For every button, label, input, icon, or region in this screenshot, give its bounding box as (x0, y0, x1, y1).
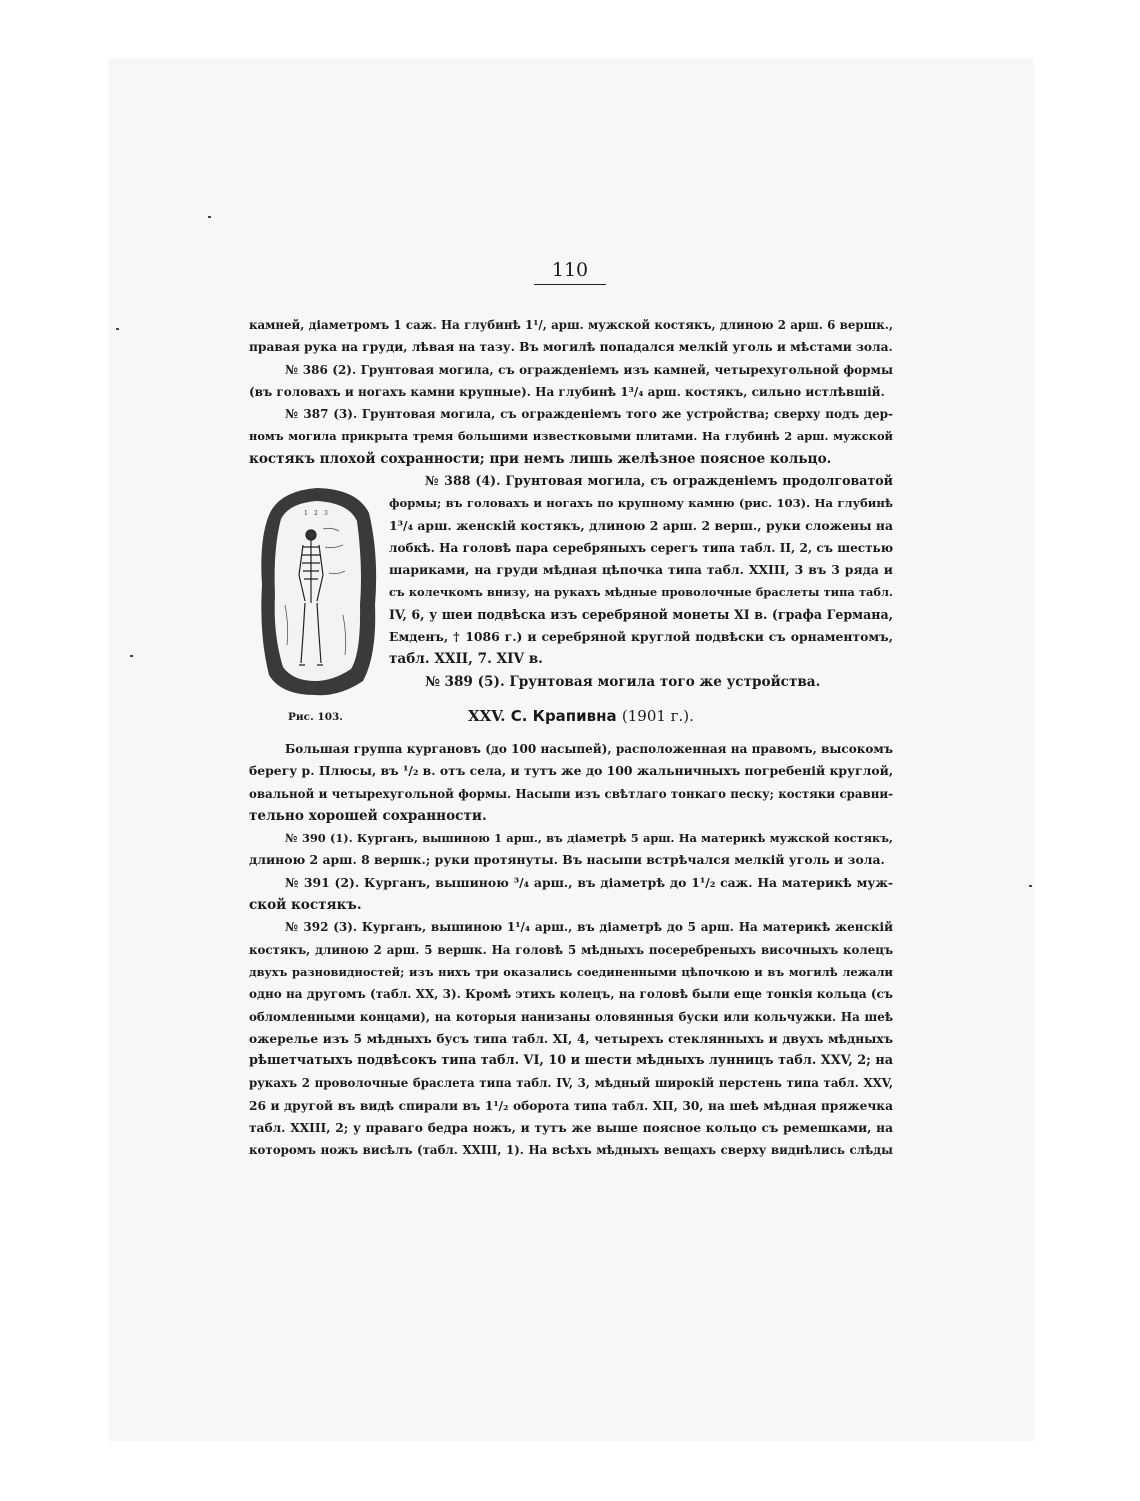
text-line: костякъ, длиною 2 арш. 5 вершк. На головѣ 5 мѣдныхъ посеребреныхъ височныхъ колецъ (249, 942, 893, 957)
figure-label: 3 (324, 510, 328, 517)
text-line: шариками, на груди мѣдная цѣпочка типа табл. XXIII, 3 въ 3 ряда и (389, 562, 893, 578)
text-line: ожерелье изъ 5 мѣдныхъ бусъ типа табл. XI, 4, четырехъ стеклянныхъ и двухъ мѣдныхъ (249, 1031, 893, 1046)
entry-389-line: № 389 (5). Грунтовая могила того же устройства. (425, 673, 821, 690)
section-year: (1901 г.). (621, 707, 694, 725)
scan-speck (208, 216, 211, 218)
text-line: камней, діаметромъ 1 саж. На глубинѣ 1¹/, арш. мужской костякъ, длиною 2 арш. 6 вершк., (249, 318, 893, 332)
text-line: одно на другомъ (табл. XX, 3). Кромѣ этихъ колецъ, на головѣ были еще тонкія кольца (съ (249, 987, 894, 1002)
entry-391-line: № 391 (2). Курганъ, вышиною ³/₄ арш., въ діаметрѣ до 1¹/₂ саж. На материкѣ муж- (285, 874, 893, 890)
text-line: правая рука на груди, лѣвая на тазу. Въ могилѣ попадался мелкій уголь и мѣстами зола. (249, 340, 893, 355)
figure-caption: Рис. 103. (288, 711, 343, 723)
text-line: съ колечкомъ внизу, на рукахъ мѣдные проволочные браслеты типа табл. (389, 585, 893, 600)
text-line: тельно хорошей сохранности. (249, 807, 487, 824)
top-text-block (249, 314, 893, 470)
grave-illustration (259, 485, 377, 697)
text-line: обломленными концами), на которыя нанизаны оловянныя буски или кольчужки. На шеѣ (249, 1009, 893, 1024)
text-line: Емденъ, † 1086 г.) и серебряной круглой подвѣски съ орнаментомъ, (389, 629, 893, 645)
figure-label: 1 (304, 510, 308, 517)
bottom-text-block (249, 738, 893, 1162)
entry-386-line: № 386 (2). Грунтовая могила, съ огражденіемъ изъ камней, четырехугольной формы (285, 362, 893, 377)
section-title: С. Крапивна (510, 707, 617, 725)
section-number: XXV. (468, 707, 506, 725)
text-line: двухъ разновидностей; изъ нихъ три оказались соединенными цѣпочкою и въ могилѣ лежали (249, 964, 893, 979)
page-number: 110 (0, 259, 1140, 285)
grave-pit (275, 501, 361, 681)
text-line: табл. XXII, 7. XIV в. (389, 651, 543, 668)
entry-390-line: № 390 (1). Курганъ, вышиною 1 арш., въ діаметрѣ 5 арш. На материкѣ мужской костякъ, (285, 831, 893, 846)
text-line: костякъ плохой сохранности; при немъ лишь желѣзное поясное кольцо. (249, 450, 832, 467)
text-line: лобкѣ. На головѣ пара серебряныхъ серегъ типа табл. II, 2, съ шестью (389, 540, 893, 555)
text-line: берегу р. Плюсы, въ ¹/₂ в. отъ села, и тутъ же до 100 жальничныхъ погребеній круглой, (249, 763, 894, 779)
text-line: длиною 2 арш. 8 вершк.; руки протянуты. Въ насыпи встрѣчался мелкій уголь и зола. (249, 852, 885, 868)
text-line: рѣшетчатыхъ подвѣсокъ типа табл. VI, 10 и шести мѣдныхъ лунницъ табл. XXV, 2; на (249, 1053, 893, 1069)
text-line: табл. XXIII, 2; у праваго бедра ножъ, и тутъ же выше поясное кольцо съ ремешками, на (249, 1121, 893, 1136)
text-line: овальной и четырехугольной формы. Насыпи изъ свѣтлаго тонкаго песку; костяки сравни- (249, 786, 893, 801)
side-text-block (389, 470, 893, 693)
text-line: (въ головахъ и ногахъ камни крупные). На глубинѣ 1³/₄ арш. костякъ, сильно истлѣвшій. (249, 384, 885, 399)
scan-speck (1029, 885, 1032, 887)
text-line: 1³/₄ арш. женскій костякъ, длиною 2 арш. 2 верш., руки сложены на (389, 517, 893, 533)
section-heading (468, 707, 694, 725)
scan-speck (130, 655, 133, 657)
text-line: 26 и другой въ видѣ спирали въ 1¹/₂ оборота типа табл. XII, 30, на шеѣ мѣдная пряжечка (249, 1098, 893, 1113)
text-line: номъ могила прикрыта тремя большими известковыми плитами. На глубинѣ 2 арш. мужской (249, 429, 893, 444)
entry-387-line: № 387 (3). Грунтовая могила, съ огражденіемъ того же устройства; сверху подъ дер- (285, 407, 893, 422)
scan-speck (116, 328, 119, 330)
text-line: формы; въ головахъ и ногахъ по крупному камню (рис. 103). На глубинѣ (389, 496, 893, 511)
entry-392-line: № 392 (3). Курганъ, вышиною 1¹/₄ арш., въ діаметрѣ до 5 арш. На материкѣ женскій (285, 920, 893, 935)
text-line: IV, 6, у шеи подвѣска изъ серебряной монеты XI в. (графа Германа, (389, 606, 893, 622)
entry-388-line: № 388 (4). Грунтовая могила, съ огражденіемъ продолговатой (425, 473, 893, 488)
text-line: которомъ ножъ висѣлъ (табл. XXIII, 1). На всѣхъ мѣдныхъ вещахъ сверху виднѣлись слѣды (249, 1143, 893, 1158)
figure-label: 2 (314, 510, 318, 517)
text-line: ской костякъ. (249, 897, 362, 914)
text-line: Большая группа кургановъ (до 100 насыпей), расположенная на правомъ, высокомъ (285, 742, 893, 756)
text-line: рукахъ 2 проволочные браслета типа табл. IV, 3, мѣдный широкій перстень типа табл. XXV, (249, 1076, 893, 1091)
